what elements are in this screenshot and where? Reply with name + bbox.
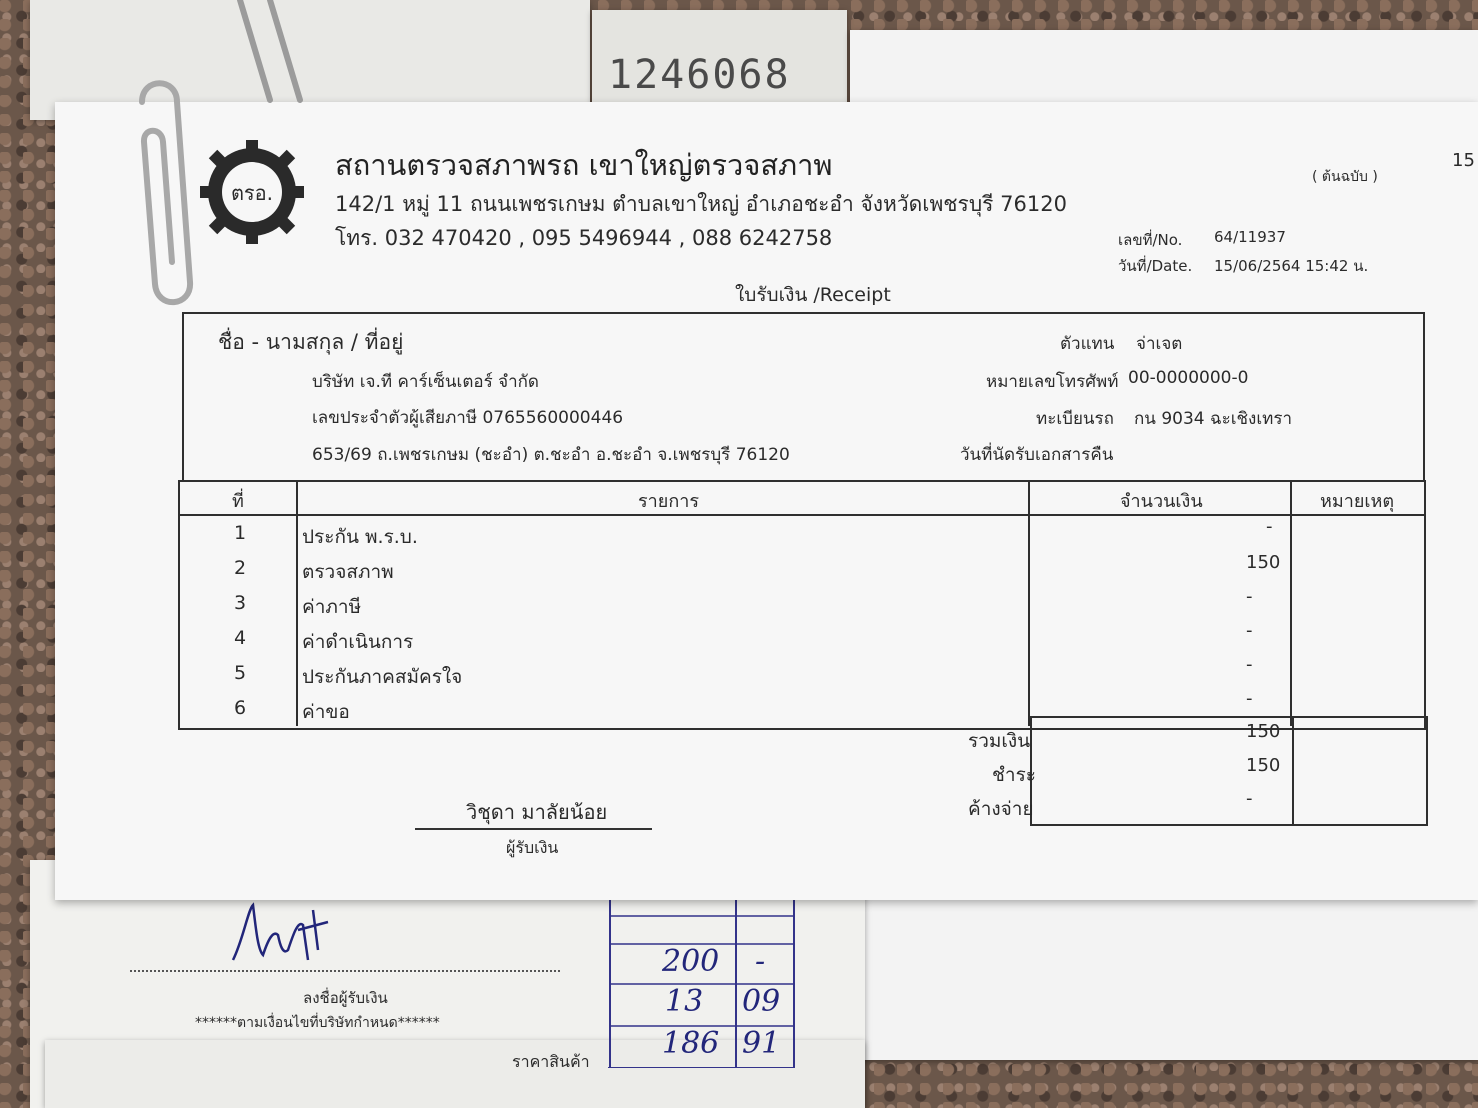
inspection-logo-icon <box>198 138 306 246</box>
outstanding-label: ค้างจ่าย <box>968 798 1034 820</box>
row-no: 3 <box>234 592 247 614</box>
plate-value: กน 9034 ฉะเชิงเทรา <box>1134 409 1293 429</box>
header-remark: หมายเหตุ <box>1320 491 1395 512</box>
row-amount: 150 <box>1246 552 1281 573</box>
customer-heading: ชื่อ - นามสกุล / ที่อยู่ <box>218 330 404 354</box>
signer-name: วิชุดา มาลัยน้อย <box>466 800 608 824</box>
paperclip-2-icon <box>230 0 320 110</box>
row-no: 2 <box>234 557 247 579</box>
receipt-date-label: วันที่/Date. <box>1118 257 1193 275</box>
row-item: ค่าดำเนินการ <box>302 631 414 653</box>
header-no: ที่ <box>232 491 244 512</box>
svg-text:ตรอ.: ตรอ. <box>230 181 274 205</box>
row-no: 4 <box>234 627 247 649</box>
row-amount: - <box>1246 688 1253 709</box>
company-phone: โทร. 032 470420 , 095 5496944 , 088 6242758 <box>335 226 833 250</box>
row-amount: - <box>1246 654 1253 675</box>
serial-number: 1246068 <box>608 52 791 98</box>
header-item: รายการ <box>638 491 699 512</box>
paid-value: 150 <box>1246 755 1281 776</box>
totals-box <box>1030 716 1428 826</box>
price-label: ราคาสินค้า <box>512 1052 590 1071</box>
total-value: 150 <box>1246 721 1281 742</box>
phone-value: 00-0000000-0 <box>1128 368 1249 388</box>
hand-row3-right: 91 <box>742 1026 781 1061</box>
row-amount: - <box>1246 586 1253 607</box>
row-item: ประกัน พ.ร.บ. <box>302 526 418 548</box>
customer-address: 653/69 ถ.เพชรเกษม (ชะอำ) ต.ชะอำ อ.ชะอำ จ.เพชรบุรี 76120 <box>312 445 790 465</box>
row-item: ประกันภาคสมัครใจ <box>302 666 463 688</box>
row-item: ตรวจสภาพ <box>302 561 394 583</box>
outstanding-value: - <box>1246 788 1253 809</box>
row-amount: - <box>1266 516 1273 537</box>
col-divider-item <box>1028 480 1030 726</box>
row-item: ค่าภาษี <box>302 596 362 618</box>
hand-row3-left: 186 <box>662 1026 720 1061</box>
row-no: 6 <box>234 697 247 719</box>
header-amount: จำนวนเงิน <box>1120 491 1203 512</box>
company-address: 142/1 หมู่ 11 ถนนเพชรเกษม ตำบลเขาใหญ่ อำเภอชะอำ จังหวัดเพชรบุรี 76120 <box>335 192 1067 216</box>
hand-row2-left: 13 <box>665 984 704 1019</box>
receipt-date-value: 15/06/2564 15:42 น. <box>1214 257 1369 275</box>
col-divider-amount <box>1290 480 1292 726</box>
plate-label: ทะเบียนรถ <box>1036 409 1114 429</box>
paid-label: ชำระ <box>992 764 1036 786</box>
totals-divider <box>1292 716 1294 824</box>
paperclip-icon <box>122 72 212 312</box>
row-item: ค่าขอ <box>302 701 350 723</box>
customer-name: บริษัท เจ.ที คาร์เซ็นเตอร์ จำกัด <box>312 372 539 392</box>
company-name: สถานตรวจสภาพรถ เขาใหญ่ตรวจสภาพ <box>335 148 833 182</box>
signer-line <box>415 828 652 830</box>
copy-label: ( ต้นฉบับ ) <box>1312 169 1378 185</box>
hand-row2-right: 09 <box>742 984 781 1019</box>
receipt-no-value: 64/11937 <box>1214 228 1286 246</box>
signature-scribble <box>228 900 338 970</box>
total-label: รวมเงิน <box>968 730 1031 752</box>
row-no: 1 <box>234 522 247 544</box>
condition-text: ******ตามเงื่อนไขที่บริษัทกำหนด****** <box>195 1015 440 1031</box>
row-amount: - <box>1246 620 1253 641</box>
row-no: 5 <box>234 662 247 684</box>
return-date-label: วันที่นัดรับเอกสารคืน <box>960 445 1114 465</box>
items-table <box>178 480 1426 730</box>
signer-role: ผู้รับเงิน <box>506 838 559 857</box>
table-header-divider <box>178 514 1424 516</box>
receipt-title: ใบรับเงิน /Receipt <box>735 284 891 306</box>
customer-tax-id: เลขประจำตัวผู้เสียภาษี 0765560000446 <box>312 408 624 428</box>
col-divider-no <box>296 480 298 726</box>
page-number: 15 <box>1452 150 1475 171</box>
phone-label: หมายเลขโทรศัพท์ <box>986 372 1119 392</box>
sign-receiver-label: ลงชื่อผู้รับเงิน <box>303 989 388 1007</box>
signature-dotted-line <box>130 970 560 972</box>
hand-row1-left: 200 <box>662 944 720 979</box>
agent-label: ตัวแทน <box>1060 334 1115 354</box>
receipt-no-label: เลขที่/No. <box>1118 231 1183 249</box>
hand-row1-right: - <box>755 944 766 979</box>
agent-value: จ่าเจต <box>1136 334 1183 354</box>
